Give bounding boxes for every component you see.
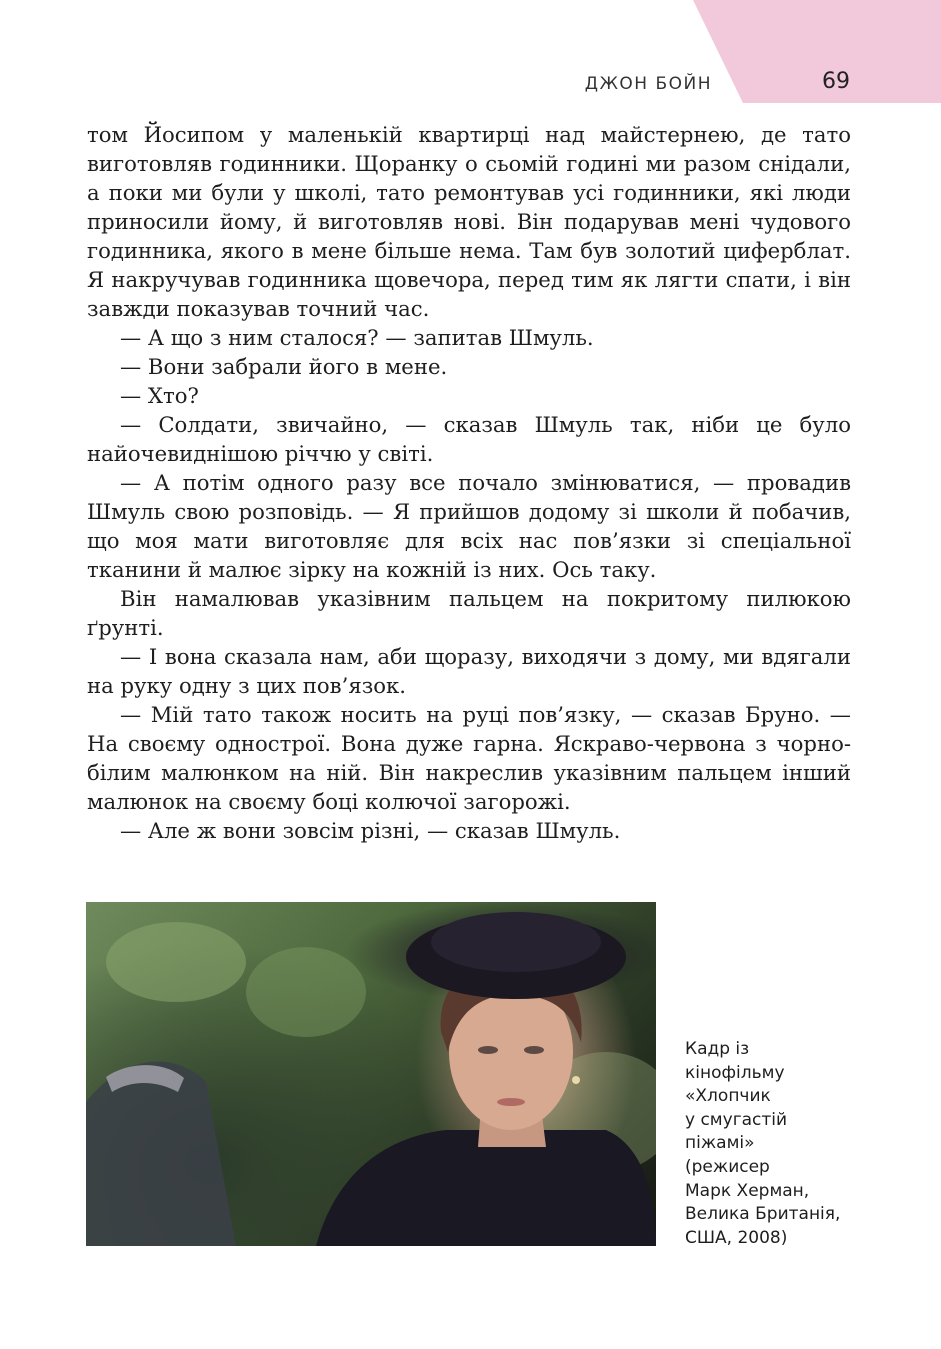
- body-text: [87, 120, 851, 845]
- photo-caption: [685, 1038, 905, 1250]
- caption-line: піжамі»: [685, 1133, 755, 1154]
- paragraph: — Солдати, звичайно, — сказав Шмуль так, ніби це було найочевиднішою річчю у світі.: [87, 412, 851, 466]
- caption-line: Марк Херман,: [685, 1180, 810, 1201]
- caption-line: у смугастій: [685, 1109, 788, 1130]
- caption-line: США, 2008): [685, 1227, 788, 1248]
- caption-line: Кадр із: [685, 1039, 750, 1059]
- paragraph: — І вона сказала нам, аби щоразу, виходячи з дому, ми вдягали на руку одну з цих пов’язок.: [87, 644, 851, 698]
- page-number: 69: [822, 69, 850, 94]
- paragraph: том Йосипом у маленькій квартирці над майстернею, де тато виготовляв годинники. Щоранку о сьомій годині ми разом снідали, а поки ми були у школі, тато ремонтував усі годинники, які люди приносили йому, й виготовляв нові. Він подарував мені чудового годинника, якого в мене більше нема. Там був золотий циферблат. Я накручував годинника щовечора, перед тим як лягти спати, і він завжди показував точний час.: [87, 122, 851, 321]
- paragraph: — Але ж вони зовсім різні, — сказав Шмуль.: [120, 818, 621, 843]
- paragraph: Він намалював указівним пальцем на покритому пилюкою ґрунті.: [87, 586, 851, 640]
- caption-line: кінофільму: [685, 1062, 785, 1083]
- caption-line: «Хлопчик: [685, 1086, 771, 1107]
- paragraph: — Вони забрали його в мене.: [120, 354, 448, 379]
- caption-line: Велика Британія,: [685, 1204, 841, 1225]
- paragraph: — А потім одного разу все почало змінюватися, — провадив Шмуль свою розповідь. — Я прийшов додому зі школи й побачив, що моя мати виготовляє для всіх нас пов’язки зі спеціальної тканини й малює зірку на кожній із них. Ось таку.: [87, 470, 851, 582]
- paragraph: — Хто?: [120, 383, 199, 408]
- paragraph: — Мій тато також носить на руці пов’язку, — сказав Бруно. — На своєму однострої. Вона дуже гарна. Яскраво-червона з чорно-білим малюнком на ній. Він накреслив указівним пальцем інший малюнок на своєму боці колючої загорожі.: [87, 702, 851, 814]
- paragraph: — А що з ним сталося? — запитав Шмуль.: [120, 325, 594, 350]
- running-head: ДЖОН БОЙН: [584, 74, 712, 94]
- caption-line: (режисер: [685, 1156, 770, 1177]
- film-still-photo: [86, 902, 656, 1246]
